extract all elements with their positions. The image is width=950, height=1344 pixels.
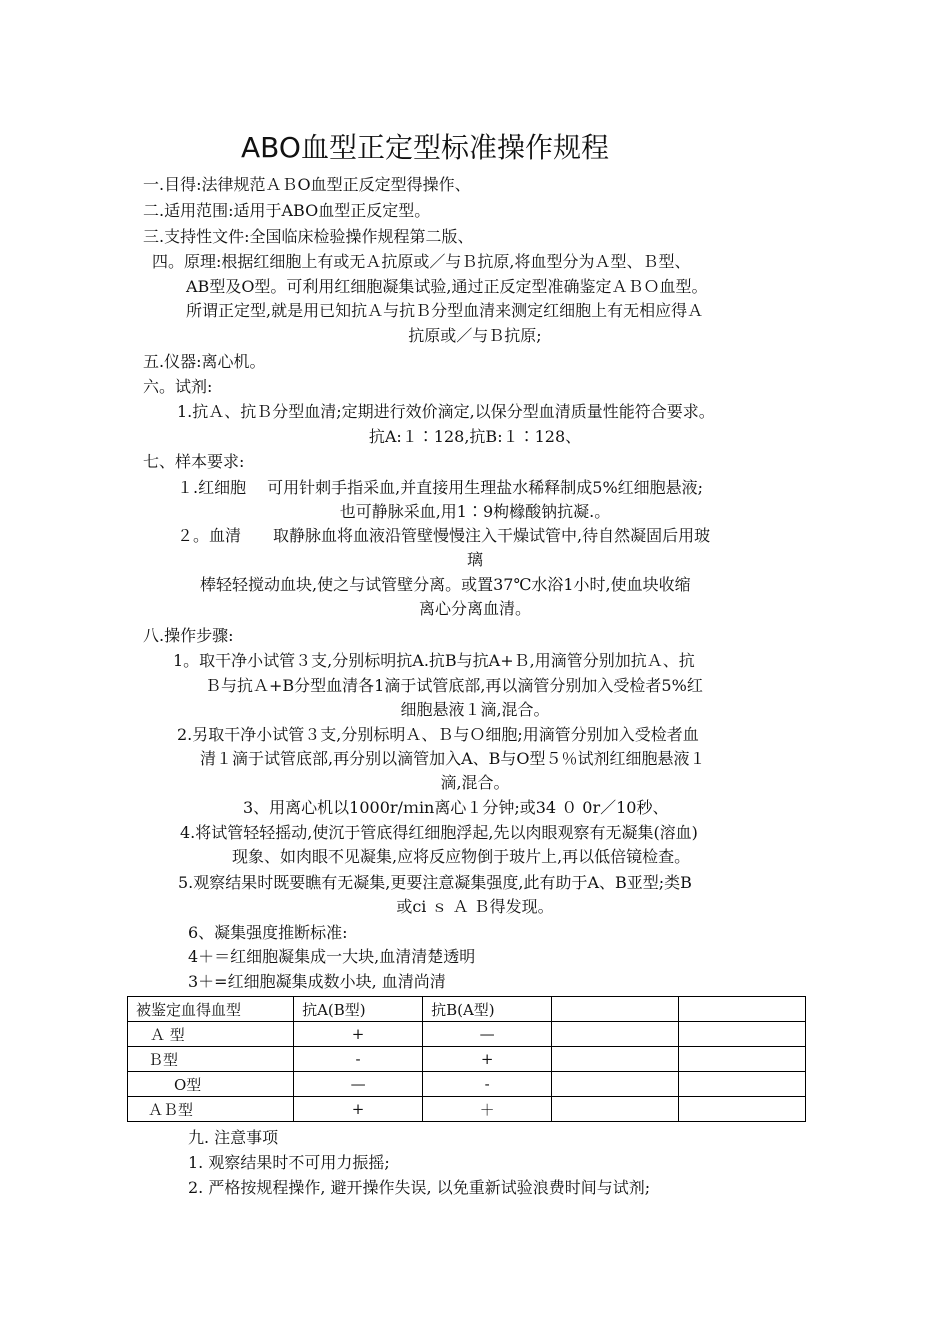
section-purpose: 一.目得:法律规范ＡＢO血型正反定型得操作、: [143, 175, 471, 194]
section-procedure: 八.操作步骤:: [143, 626, 234, 645]
sample-line: 也可静脉采血,用1∶9枸橼酸钠抗凝.。: [339, 502, 611, 521]
procedure-line: 3＋=红细胞凝集成数小块, 血清尚清: [188, 972, 446, 991]
table-cell: [679, 1072, 806, 1097]
sample-line: 离心分离血清。: [418, 599, 531, 618]
table-cell: [552, 1022, 679, 1047]
principle-line: 所谓正定型,就是用已知抗Ａ与抗Ｂ分型血清来测定红细胞上有无相应得Ａ: [186, 301, 704, 320]
table-cell: [679, 1097, 806, 1122]
table-cell: [552, 1072, 679, 1097]
procedure-line: Ｂ与抗Ａ+B分型血清各1滴于试管底部,再以滴管分别加入受检者5%红: [205, 676, 703, 695]
table-cell: -: [294, 1047, 423, 1072]
table-cell: Ａ 型: [128, 1022, 294, 1047]
principle-line: AB型及O型。可利用红细胞凝集试验,通过正反定型准确鉴定ＡＢＯ血型。: [186, 277, 708, 296]
blood-type-table: [127, 996, 806, 1122]
principle-line: 四。原理:根据红细胞上有或无Ａ抗原或／与Ｂ抗原,将血型分为Ａ型、Ｂ型、: [152, 252, 691, 271]
notes-item: 1. 观察结果时不可用力振摇;: [188, 1153, 390, 1172]
section-notes: 九. 注意事项: [188, 1128, 279, 1147]
reagent-line: 1.抗Ａ、抗Ｂ分型血清;定期进行效价滴定,以保分型血清质量性能符合要求。: [177, 402, 715, 421]
table-header-cell: 被鉴定血得血型: [128, 997, 294, 1022]
procedure-line: 3、用离心机以1000r/ｍin离心１分钟;或34 ０ 0r／10秒、: [243, 798, 669, 817]
table-cell: +: [294, 1097, 423, 1122]
section-documents: 三.支持性文件:全国临床检验操作规程第二版、: [143, 227, 474, 246]
table-header-cell: [552, 997, 679, 1022]
procedure-line: 滴,混合。: [440, 773, 510, 792]
procedure-line: 4.将试管轻轻摇动,使沉于管底得红细胞浮起,先以肉眼观察有无凝集(溶血): [180, 823, 698, 842]
sample-line: 璃: [466, 550, 483, 569]
page-title: ABO血型正定型标准操作规程: [241, 131, 609, 164]
procedure-line: 或ci ｓ Ａ Ｂ得发现。: [396, 897, 554, 916]
section-reagents: 六。试剂:: [143, 377, 213, 396]
sample-line: ２。血清 取静脉血将血液沿管壁慢慢注入干燥试管中,待自然凝固后用玻: [177, 526, 711, 545]
table-cell: [679, 1047, 806, 1072]
table-cell: [552, 1047, 679, 1072]
procedure-line: 5.观察结果时既要瞧有无凝集,更要注意凝集强度,此有助于A、B亚型;类B: [178, 873, 692, 892]
table-cell: -: [423, 1072, 552, 1097]
table-header-cell: [679, 997, 806, 1022]
table-cell: [552, 1097, 679, 1122]
table-header-cell: 抗B(A型): [423, 997, 552, 1022]
table-cell: [679, 1022, 806, 1047]
principle-line: 抗原或／与Ｂ抗原;: [408, 326, 542, 345]
table-row: [128, 1072, 806, 1097]
procedure-line: 2.另取干净小试管３支,分别标明Ａ、Ｂ与Ｏ细胞;用滴管分别加入受检者血: [177, 725, 699, 744]
sample-line: １.红细胞 可用针刺手指采血,并直接用生理盐水稀释制成5%红细胞悬液;: [177, 478, 704, 497]
section-scope: 二.适用范围:适用于ABO血型正反定型。: [143, 201, 431, 220]
procedure-line: 清１滴于试管底部,再分别以滴管加入A、B与O型５％试剂红细胞悬液１: [200, 749, 706, 768]
procedure-line: 现象、如肉眼不见凝集,应将反应物倒于玻片上,再以低倍镜检查。: [232, 847, 691, 866]
section-sample: 七、样本要求:: [143, 452, 245, 471]
table-cell: +: [423, 1047, 552, 1072]
procedure-line: 6、凝集强度推断标准:: [188, 923, 348, 942]
table-row: [128, 1097, 806, 1122]
notes-item: 2. 严格按规程操作, 避开操作失误, 以免重新试验浪费时间与试剂;: [188, 1178, 651, 1197]
table-cell: ＋: [423, 1097, 552, 1122]
table-cell: ＡＢ型: [128, 1097, 294, 1122]
table-header-cell: 抗A(B型): [294, 997, 423, 1022]
table-row: [128, 1047, 806, 1072]
table-cell: +: [294, 1022, 423, 1047]
table-header-row: [128, 997, 806, 1022]
reagent-titer: 抗A:１∶128,抗B:１∶128、: [368, 427, 582, 446]
procedure-line: 细胞悬液１滴,混合。: [400, 700, 550, 719]
table-cell: Ｂ型: [128, 1047, 294, 1072]
table-row: [128, 1022, 806, 1047]
procedure-line: 1。取干净小试管３支,分别标明抗A.抗B与抗A+Ｂ,用滴管分别加抗Ａ、抗: [173, 651, 695, 670]
sample-line: 棒轻轻搅动血块,使之与试管壁分离。或置37℃水浴1小时,使血块收缩: [200, 575, 691, 594]
table-cell: —: [294, 1072, 423, 1097]
procedure-line: 4＋＝红细胞凝集成一大块,血清清楚透明: [188, 947, 476, 966]
table-cell: O型: [128, 1072, 294, 1097]
section-instruments: 五.仪器:离心机。: [143, 352, 266, 371]
table-cell: —: [423, 1022, 552, 1047]
